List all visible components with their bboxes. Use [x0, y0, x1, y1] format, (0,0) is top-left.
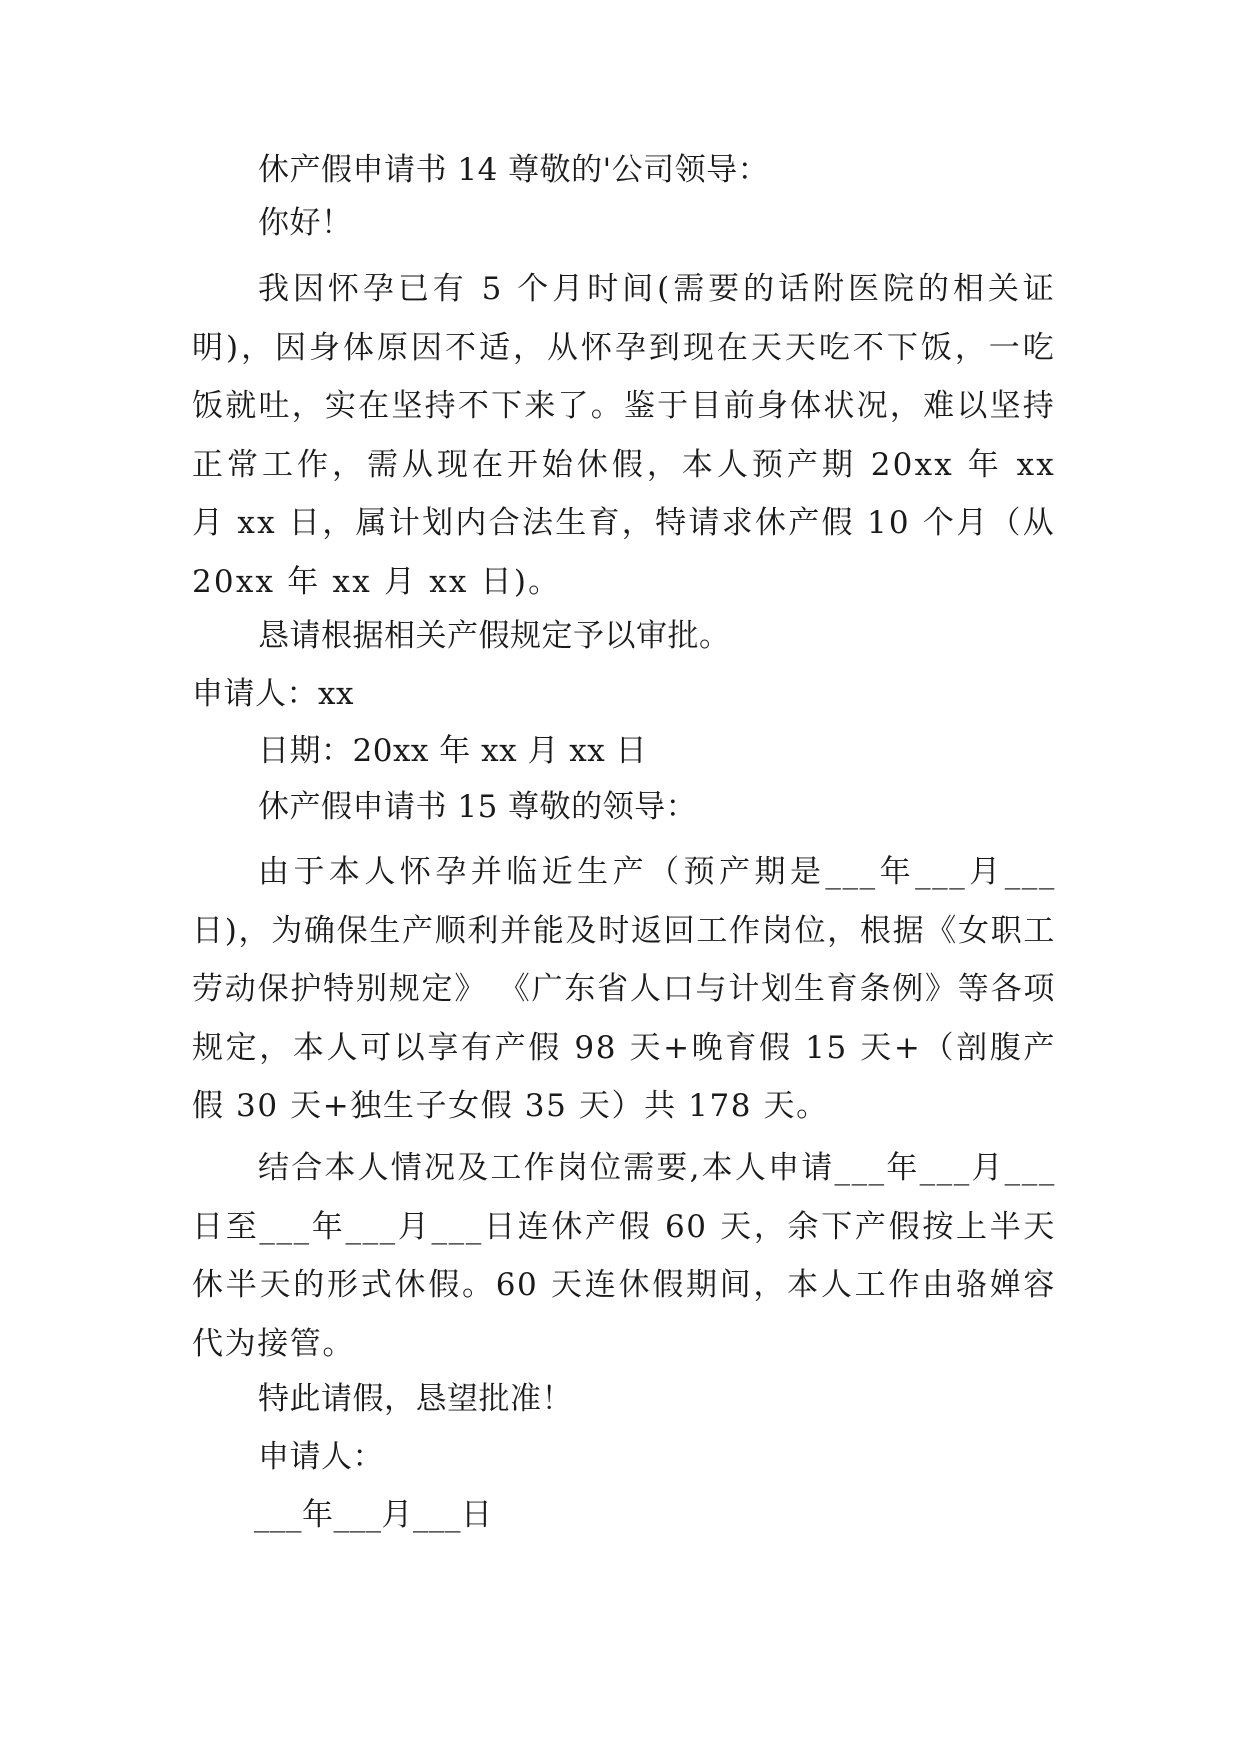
body-paragraph-14: 我因怀孕已有 5 个月时间(需要的话附医院的相关证明)，因身体原因不适，从怀孕到现在天天吃不下饭，一吃饭就吐，实在坚持不下来了。鉴于目前身体状况，难以坚持正常工作，需从现在开始休假，本人预产期 20xx 年 xx 月 xx 日，属计划内合法生育，特请求休产假 10 个月（从 20xx 年 xx 月 xx 日)。	[192, 271, 1056, 600]
closing-line-15: 特此请假，恳望批准！	[258, 1381, 573, 1417]
letter-heading-14: 休产假申请书 14 尊敬的'公司领导：	[258, 152, 770, 188]
date-line-14: 日期：20xx 年 xx 月 xx 日	[258, 733, 648, 769]
body-paragraph-15-b: 结合本人情况及工作岗位需要,本人申请___年___月___日至___年___月___日连休产假 60 天，余下产假按上半天休半天的形式休假。60 天连休假期间，本人工作由骆婵容代为接管。	[192, 1150, 1056, 1362]
request-line-14: 恳请根据相关产假规定予以审批。	[258, 618, 731, 654]
body-paragraph-15-a: 由于本人怀孕并临近生产（预产期是___年___月___日)，为确保生产顺利并能及时返回工作岗位，根据《女职工劳动保护特别规定》 《广东省人口与计划生育条例》等各项规定，本人可以享有产假 98 天+晚育假 15 天+（剖腹产假 30 天+独生子女假 35 天）共 178 天。	[192, 854, 1056, 1124]
applicant-line-14: 申请人：xx	[192, 676, 354, 712]
applicant-line-15: 申请人：	[258, 1439, 384, 1475]
date-line-15: ___年___月___日	[254, 1497, 493, 1533]
letter-heading-15: 休产假申请书 15 尊敬的领导：	[258, 789, 698, 825]
greeting: 你好！	[258, 205, 353, 241]
